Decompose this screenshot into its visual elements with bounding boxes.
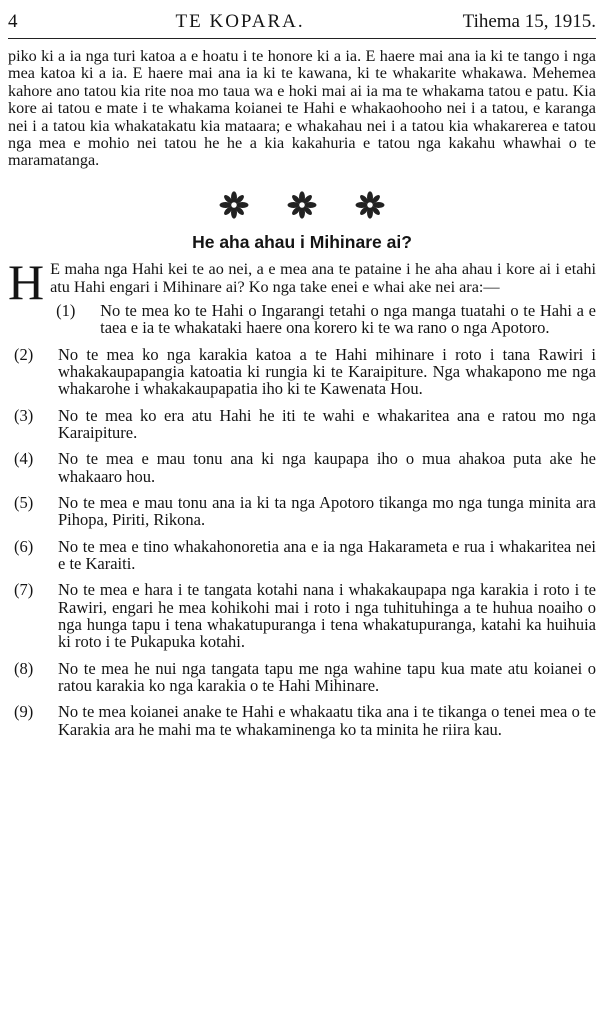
- list-item: [8, 538, 596, 573]
- item-text: No te mea he nui nga tangata tapu me nga wahine tapu kua mate atu koianei o ratou karakia ko nga karakia o te Hahi Mihinare.: [58, 658, 596, 695]
- item-text: No te mea e tino whakahonoretia ana e ia nga Hakarameta e rua i whakaritea nei e te Karaiti.: [58, 536, 596, 573]
- item-number: (5): [14, 492, 34, 512]
- list-item: [8, 581, 596, 651]
- list-item: [8, 407, 596, 442]
- item-number: (7): [14, 580, 34, 600]
- item-number: (6): [14, 536, 34, 556]
- flower-ornament-icon: [353, 190, 387, 220]
- item-text: No te mea e hara i te tangata kotahi nana i whakakaupapa nga karakia i roto i te Rawiri, engari he mea kohikohi mai i roto i nga tuhituhinga a te huhua noaiho o nga hunga tapu i tena whakatupuranga i tena whakatupuranga, katahi ka huihuia ki roto i te Pukapuka kotahi.: [58, 580, 596, 652]
- page-header: [8, 6, 596, 39]
- publication-title: TE KOPARA.: [175, 11, 305, 32]
- flower-ornament-icon: [217, 190, 251, 220]
- item-number: (1): [56, 301, 76, 321]
- item-text: No te mea ko te Hahi o Ingarangi tetahi o nga manga tuatahi o te Hahi a e taea e ia te whakataki haere ona korero ki te wa rano o nga Apotoro.: [100, 301, 596, 338]
- item-number: (4): [14, 449, 34, 469]
- reasons-list: [8, 302, 596, 738]
- intro-text: E maha nga Hahi kei te ao nei, a e mea ana te pataine i he aha ahau i kore ai i etahi atu Hahi engari i Mihinare ai? Ko nga take enei e whai ake nei ara:—: [50, 260, 596, 296]
- item-text: No te mea ko nga karakia katoa a te Hahi mihinare i roto i tana Rawiri i whakakaupapangia katoatia ki rungia ki te Karaipiture. Nga whakapono me nga whakarohe i whakakaupapatia iho ki te Kawenata Hou.: [58, 344, 596, 399]
- flower-ornament-icon: [285, 190, 319, 220]
- item-text: No te mea e mau tonu ana ia ki ta nga Apotoro tikanga mo nga tunga minita ara Pihopa, Piriti, Rikona.: [58, 492, 596, 530]
- item-number: (2): [14, 344, 34, 364]
- list-item: [8, 660, 596, 695]
- continued-paragraph: piko ki a ia nga turi katoa a e hoatu i te honore ki a ia. E haere mai ana ia ki te tango i nga mea katoa ki a ia. E haere mai ana ia ki te kawana, ki te whakarite whakawa. Mehemea kahore ano tatou kia rite noa mo taua wa e hoki mai ai ia ma te whakama tatou e patu. Kia kore ai tatou e mate i te whakama koianei te Hahi e whakaohooho nei i a tatou, e karanga nei i a tatou kia whakatakatu kia mataara; e whakahau nei i a tatou kia whakarerea e tatou nga mea e mohio nei tatou he he a kia kakahuria e tatou nga kakahu whawhai o te maramatanga.: [8, 47, 596, 170]
- list-item: [8, 494, 596, 529]
- item-number: (8): [14, 658, 34, 678]
- item-number: (9): [14, 702, 34, 722]
- section-divider: [8, 190, 596, 220]
- item-text: No te mea koianei anake te Hahi e whakaatu tika ana i te tikanga o tenei mea o te Karakia ara he mahi ma te whakaminenga ko ta minita he riira kau.: [58, 702, 596, 739]
- item-text: No te mea e mau tonu ana ki nga kaupapa iho o mua ahakoa puta ake he whakaaro hou.: [58, 449, 596, 486]
- page-body: [8, 48, 596, 747]
- list-item: [8, 346, 596, 398]
- item-number: (3): [14, 405, 34, 425]
- item-text: No te mea ko era atu Hahi he iti te wahi e whakaritea ana e ratou mo nga Karaipiture.: [58, 405, 596, 443]
- drop-cap: H: [8, 254, 45, 311]
- issue-date: Tihema 15, 1915.: [462, 11, 596, 32]
- list-item: [8, 703, 596, 738]
- article-heading: He aha ahau i Mihinare ai?: [192, 231, 412, 252]
- page-number: 4: [8, 11, 18, 32]
- article-intro: [8, 254, 596, 311]
- list-item: [50, 302, 596, 337]
- list-item: [8, 450, 596, 485]
